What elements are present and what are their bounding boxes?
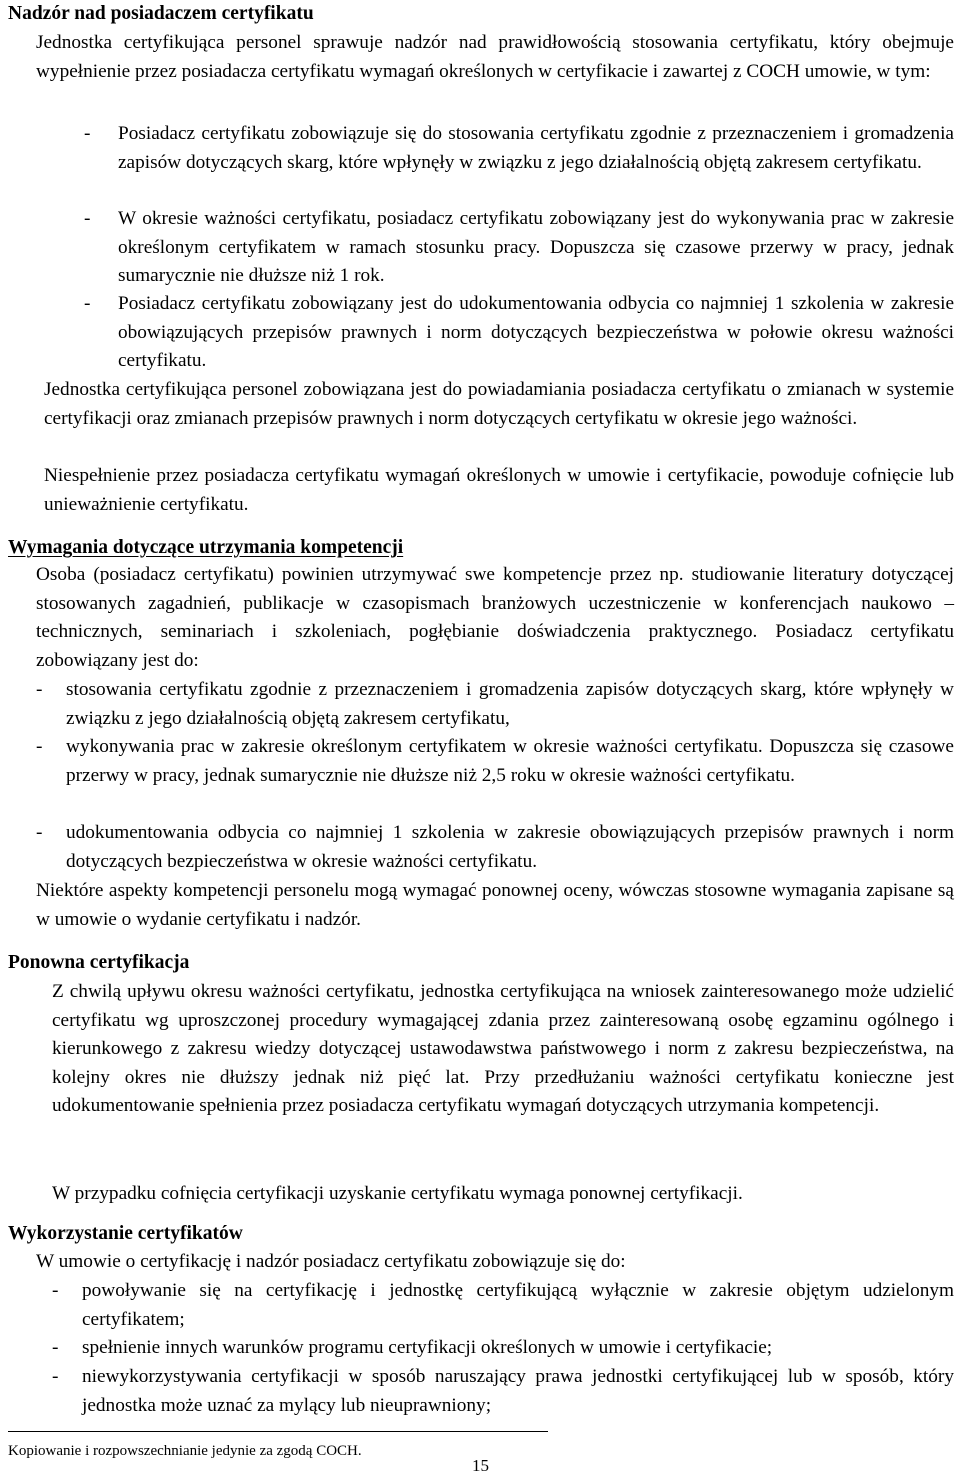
bullet-dash: - [36,822,43,843]
bullet-dash: - [36,679,43,700]
page-number: 15 [472,1456,489,1475]
section-title-kompetencje: Wymagania dotyczące utrzymania kompetencji [8,537,404,558]
section-title-wykorzystanie: Wykorzystanie certyfikatów [8,1223,243,1244]
bullet-dash: - [52,1280,59,1301]
section2-bullet-2: wykonywania prac w zakresie określonym certyfikatem w okresie ważności certyfikatu. Dopuszcza się czasowe przerwy w pracy, jednak sumarycznie nie dłuższe niż 2,5 roku w okresie ważności certyfikatu. [66,736,954,786]
bullet-dash: - [36,736,43,757]
section-title-ponowna-certyfikacja: Ponowna certyfikacja [8,952,190,973]
bullet-dash: - [84,208,91,229]
section2-outro: Niektóre aspekty kompetencji personelu mogą wymagać ponownej oceny, wówczas stosowne wymagania zapisane są w umowie o wydanie certyfikatu i nadzór. [36,880,954,930]
section2-bullet-3: udokumentowania odbycia co najmniej 1 szkolenia w zakresie obowiązujących przepisów prawnych i norm dotyczących bezpieczeństwa w okresie ważności certyfikatu. [66,822,954,872]
footer-copyright: Kopiowanie i rozpowszechnianie jedynie za zgodą COCH. [8,1443,362,1459]
section1-bullet-2: W okresie ważności certyfikatu, posiadacz certyfikatu zobowiązany jest do wykonywania prac w zakresie określonym certyfikatem w ramach stosunku pracy. Dopuszcza się czasowe przerwy w pracy, jednak sumarycznie nie dłuższe niż 1 rok. [118,208,954,286]
bullet-dash: - [84,123,91,144]
section-title-nadzor: Nadzór nad posiadaczem certyfikatu [8,3,314,24]
section1-bullet-3: Posiadacz certyfikatu zobowiązany jest do udokumentowania odbycia co najmniej 1 szkolenia w zakresie obowiązujących przepisów prawnych i norm dotyczących bezpieczeństwa w połowie okresu ważności certyfikatu. [118,293,954,371]
bullet-dash: - [52,1337,59,1358]
bullet-dash: - [84,293,91,314]
section4-intro: W umowie o certyfikację i nadzór posiadacz certyfikatu zobowiązuje się do: [36,1251,626,1272]
section2-bullet-1: stosowania certyfikatu zgodnie z przeznaczeniem i gromadzenia zapisów dotyczących skarg, które wpłynęły w związku z jego działalnością objętą zakresem certyfikatu, [66,679,954,729]
section4-bullet-2: spełnienie innych warunków programu certyfikacji określonych w umowie i certyfikacie; [82,1337,773,1358]
bullet-dash: - [52,1366,59,1387]
section4-bullet-1: powoływanie się na certyfikację i jednostkę certyfikującą wyłącznie w zakresie objętym udzielonym certyfikatem; [82,1280,954,1330]
section3-paragraph-1: Z chwilą upływu okresu ważności certyfikatu, jednostka certyfikująca na wniosek zainteresowanego może udzielić certyfikatu wg uproszczonej procedury wymagającej zdania przez zainteresowaną osobę egzaminu ogólnego i kierunkowego z zakresu wiedzy dotyczącej ustawodawstwa państwowego i norm z zakresu bezpieczeństwa, na kolejny okres nie dłuższy jednak niż pięć lat. Przy przedłużaniu ważności certyfikatu konieczne jest udokumentowanie spełnienia przez posiadacza certyfikatu wymagań dotyczących utrzymania kompetencji. [52,981,954,1116]
section2-intro: Osoba (posiadacz certyfikatu) powinien utrzymywać swe kompetencje przez np. studiowanie literatury dotyczącej stosowanych zagadnień, publikacje w czasopismach branżowych uczestniczenie w konferencjach naukowo – technicznych, seminariach i szkoleniach, pogłębianie doświadczenia praktycznego. Posiadacz certyfikatu zobowiązany jest do: [36,564,954,671]
section3-paragraph-2: W przypadku cofnięcia certyfikacji uzyskanie certyfikatu wymaga ponownej certyfikacji. [52,1183,743,1204]
section1-bullet-1: Posiadacz certyfikatu zobowiązuje się do stosowania certyfikatu zgodnie z przeznaczeniem i gromadzenia zapisów dotyczących skarg, które wpłynęły w związku z jego działalnością objętą zakresem certyfikatu. [118,123,954,173]
section1-intro: Jednostka certyfikująca personel sprawuje nadzór nad prawidłowością stosowania certyfikatu, który obejmuje wypełnienie przez posiadacza certyfikatu wymagań określonych w certyfikacie i zawartej z COCH umowie, w tym: [36,32,954,82]
section1-paragraph-3: Niespełnienie przez posiadacza certyfikatu wymagań określonych w umowie i certyfikacie, powoduje cofnięcie lub unieważnienie certyfikatu. [44,465,954,515]
section4-bullet-3: niewykorzystywania certyfikacji w sposób naruszający prawa jednostki certyfikującej lub w sposób, który jednostka może uznać za mylący lub nieuprawniony; [82,1366,954,1416]
footer-divider [8,1431,548,1432]
section1-paragraph-2: Jednostka certyfikująca personel zobowiązana jest do powiadamiania posiadacza certyfikatu o zmianach w systemie certyfikacji oraz zmianach przepisów prawnych i norm dotyczących certyfikatu w okresie jego ważności. [44,379,954,429]
